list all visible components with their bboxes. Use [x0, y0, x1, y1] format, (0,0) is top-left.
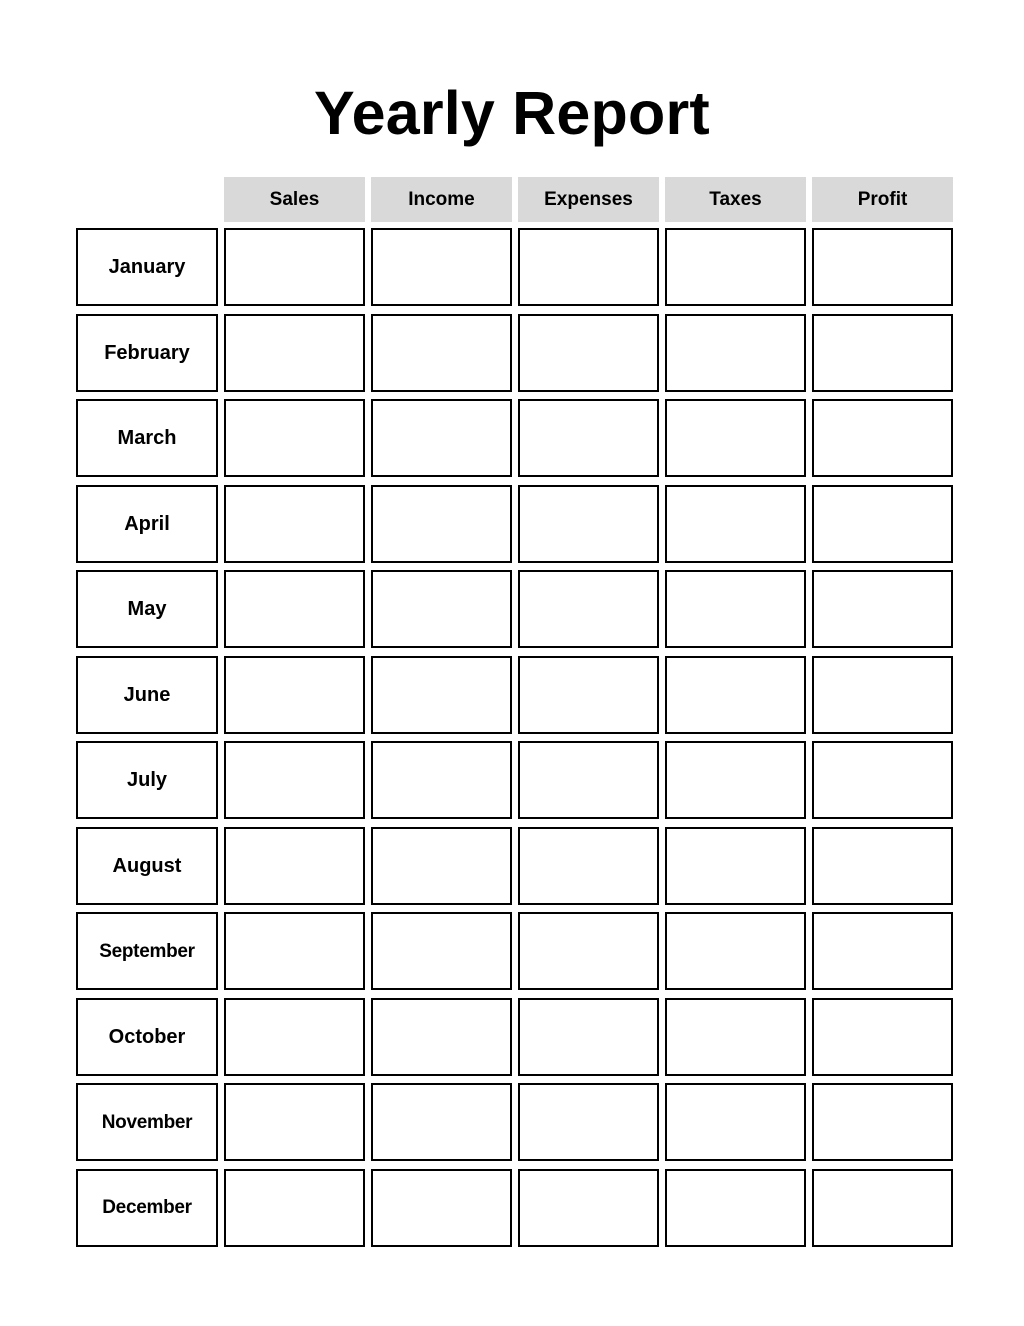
table-row [76, 827, 952, 905]
cell-september-expenses[interactable] [518, 912, 659, 990]
row-label-april: April [76, 485, 218, 563]
cell-november-sales[interactable] [224, 1083, 365, 1161]
cell-august-taxes[interactable] [665, 827, 806, 905]
cell-august-expenses[interactable] [518, 827, 659, 905]
cell-august-profit[interactable] [812, 827, 953, 905]
cell-june-income[interactable] [371, 656, 512, 734]
row-label-march: March [76, 399, 218, 477]
cell-november-expenses[interactable] [518, 1083, 659, 1161]
cell-july-income[interactable] [371, 741, 512, 819]
cell-may-sales[interactable] [224, 570, 365, 648]
cell-march-taxes[interactable] [665, 399, 806, 477]
cell-january-expenses[interactable] [518, 228, 659, 306]
column-header-taxes: Taxes [665, 177, 806, 222]
column-header-income: Income [371, 177, 512, 222]
cell-july-sales[interactable] [224, 741, 365, 819]
cell-november-income[interactable] [371, 1083, 512, 1161]
cell-may-taxes[interactable] [665, 570, 806, 648]
cell-august-sales[interactable] [224, 827, 365, 905]
cell-may-profit[interactable] [812, 570, 953, 648]
row-label-november: November [76, 1083, 218, 1161]
cell-january-sales[interactable] [224, 228, 365, 306]
table-row [76, 912, 952, 990]
cell-january-income[interactable] [371, 228, 512, 306]
cell-march-income[interactable] [371, 399, 512, 477]
cell-december-sales[interactable] [224, 1169, 365, 1247]
cell-october-expenses[interactable] [518, 998, 659, 1076]
table-header-row [76, 177, 952, 222]
cell-april-sales[interactable] [224, 485, 365, 563]
yearly-report-table [76, 177, 952, 1247]
table-row [76, 656, 952, 734]
cell-september-sales[interactable] [224, 912, 365, 990]
cell-october-sales[interactable] [224, 998, 365, 1076]
row-label-september: September [76, 912, 218, 990]
cell-december-expenses[interactable] [518, 1169, 659, 1247]
row-label-december: December [76, 1169, 218, 1247]
cell-september-income[interactable] [371, 912, 512, 990]
page-title: Yearly Report [314, 79, 710, 147]
table-row [76, 1083, 952, 1161]
table-row [76, 228, 952, 306]
table-row [76, 314, 952, 392]
cell-march-sales[interactable] [224, 399, 365, 477]
table-row [76, 741, 952, 819]
cell-april-profit[interactable] [812, 485, 953, 563]
cell-february-profit[interactable] [812, 314, 953, 392]
cell-february-expenses[interactable] [518, 314, 659, 392]
cell-april-expenses[interactable] [518, 485, 659, 563]
cell-june-sales[interactable] [224, 656, 365, 734]
cell-july-taxes[interactable] [665, 741, 806, 819]
cell-october-income[interactable] [371, 998, 512, 1076]
cell-october-taxes[interactable] [665, 998, 806, 1076]
row-label-october: October [76, 998, 218, 1076]
cell-january-taxes[interactable] [665, 228, 806, 306]
header-corner-spacer [76, 177, 218, 222]
cell-december-profit[interactable] [812, 1169, 953, 1247]
cell-march-profit[interactable] [812, 399, 953, 477]
cell-may-expenses[interactable] [518, 570, 659, 648]
table-row [76, 1169, 952, 1247]
cell-june-profit[interactable] [812, 656, 953, 734]
cell-july-expenses[interactable] [518, 741, 659, 819]
cell-september-profit[interactable] [812, 912, 953, 990]
row-label-june: June [76, 656, 218, 734]
table-row [76, 998, 952, 1076]
cell-november-taxes[interactable] [665, 1083, 806, 1161]
cell-february-taxes[interactable] [665, 314, 806, 392]
cell-may-income[interactable] [371, 570, 512, 648]
row-label-february: February [76, 314, 218, 392]
cell-july-profit[interactable] [812, 741, 953, 819]
cell-october-profit[interactable] [812, 998, 953, 1076]
cell-december-taxes[interactable] [665, 1169, 806, 1247]
cell-march-expenses[interactable] [518, 399, 659, 477]
table-row [76, 485, 952, 563]
column-header-profit: Profit [812, 177, 953, 222]
cell-april-taxes[interactable] [665, 485, 806, 563]
cell-june-expenses[interactable] [518, 656, 659, 734]
table-row [76, 570, 952, 648]
row-label-may: May [76, 570, 218, 648]
cell-january-profit[interactable] [812, 228, 953, 306]
column-header-sales: Sales [224, 177, 365, 222]
column-header-expenses: Expenses [518, 177, 659, 222]
cell-september-taxes[interactable] [665, 912, 806, 990]
cell-december-income[interactable] [371, 1169, 512, 1247]
cell-august-income[interactable] [371, 827, 512, 905]
row-label-july: July [76, 741, 218, 819]
cell-april-income[interactable] [371, 485, 512, 563]
cell-november-profit[interactable] [812, 1083, 953, 1161]
cell-february-income[interactable] [371, 314, 512, 392]
cell-february-sales[interactable] [224, 314, 365, 392]
row-label-january: January [76, 228, 218, 306]
row-label-august: August [76, 827, 218, 905]
table-row [76, 399, 952, 477]
cell-june-taxes[interactable] [665, 656, 806, 734]
